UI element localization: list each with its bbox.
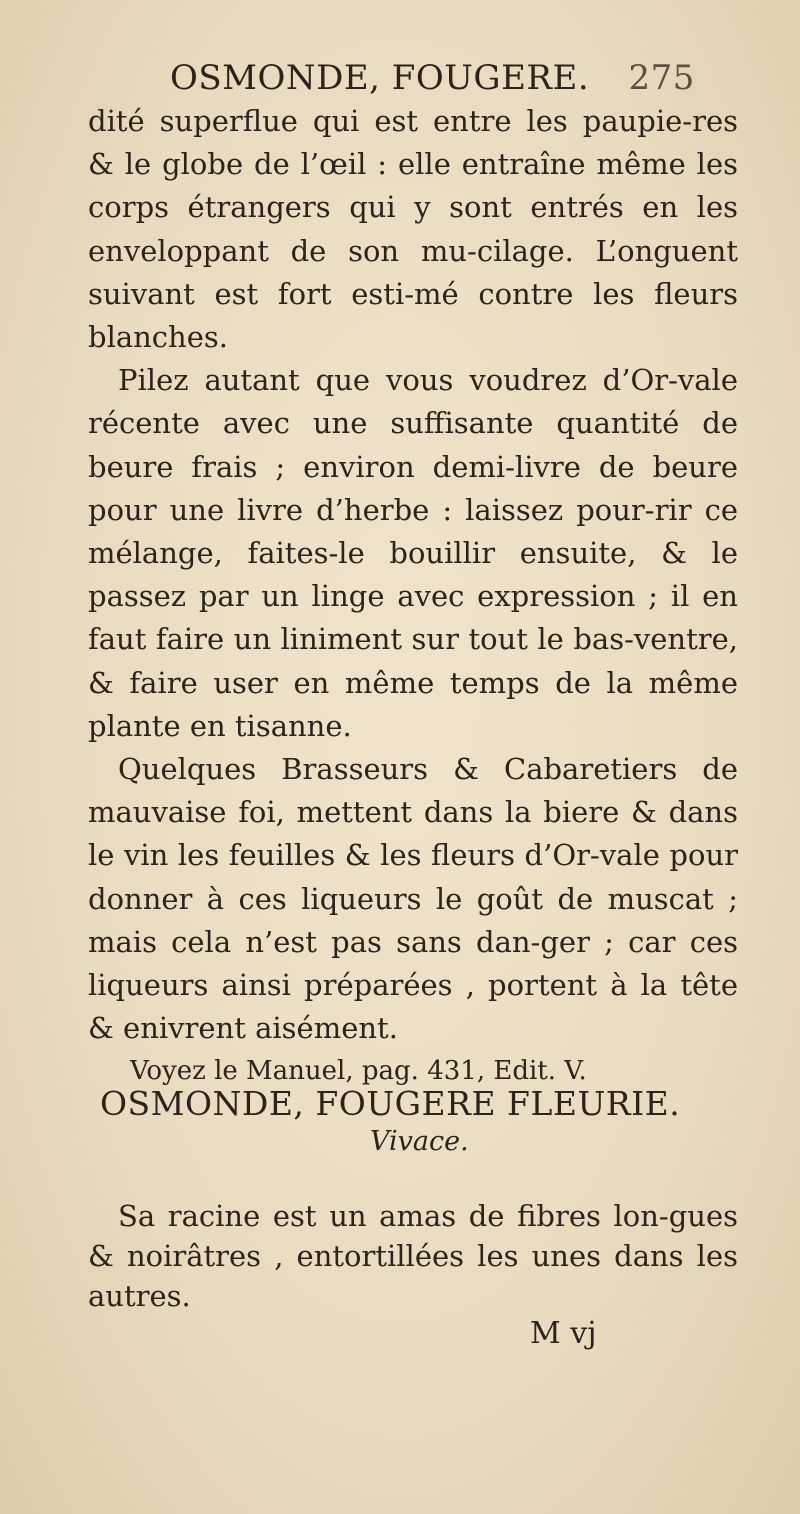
running-head-title: OSMONDE, FOUGERE. <box>170 58 590 98</box>
section-paragraph: Sa racine est un amas de fibres lon-gues & noirâtres , entortillées les unes dans les autres. <box>88 1199 738 1313</box>
paragraph-3: Quelques Brasseurs & Cabaretiers de mauvaise foi, mettent dans la biere & dans le vin les feuilles & les fleurs d’Or-vale pour donner à ces liqueurs le goût de muscat ; mais cela n’est pas sans dan-ger ; car ces liqueurs ainsi préparées , portent à la tête & enivrent aisément. <box>88 752 738 1046</box>
reference-note: Voyez le Manuel, pag. 431, Edit. V. <box>130 1056 587 1087</box>
signature-mark: M vj <box>530 1316 597 1351</box>
paragraph-2: Pilez autant que vous voudrez d’Or-vale récente avec une suffisante quantité de beure frais ; environ demi-livre de beure pour une livre d’herbe : laissez pour-rir ce mélange, faites-le bouillir ensuite, & le passez par un linge avec expression ; il en faut faire un liniment sur tout le bas-ventre, & faire user en même temps de la même plante en tisanne. <box>88 363 738 743</box>
running-head <box>170 58 760 98</box>
section-subtitle: Vivace. <box>370 1126 469 1157</box>
section-text <box>88 1196 738 1316</box>
page-number: 275 <box>628 58 695 98</box>
section-title: OSMONDE, FOUGERE FLEURIE. <box>100 1084 681 1123</box>
main-text <box>88 100 738 1094</box>
paragraph-1: dité superflue qui est entre les paupie-res & le globe de l’œil : elle entraîne même les corps étrangers qui y sont entrés en les enveloppant de son mu-cilage. L’onguent suivant est fort esti-mé contre les fleurs blanches. <box>88 104 738 355</box>
